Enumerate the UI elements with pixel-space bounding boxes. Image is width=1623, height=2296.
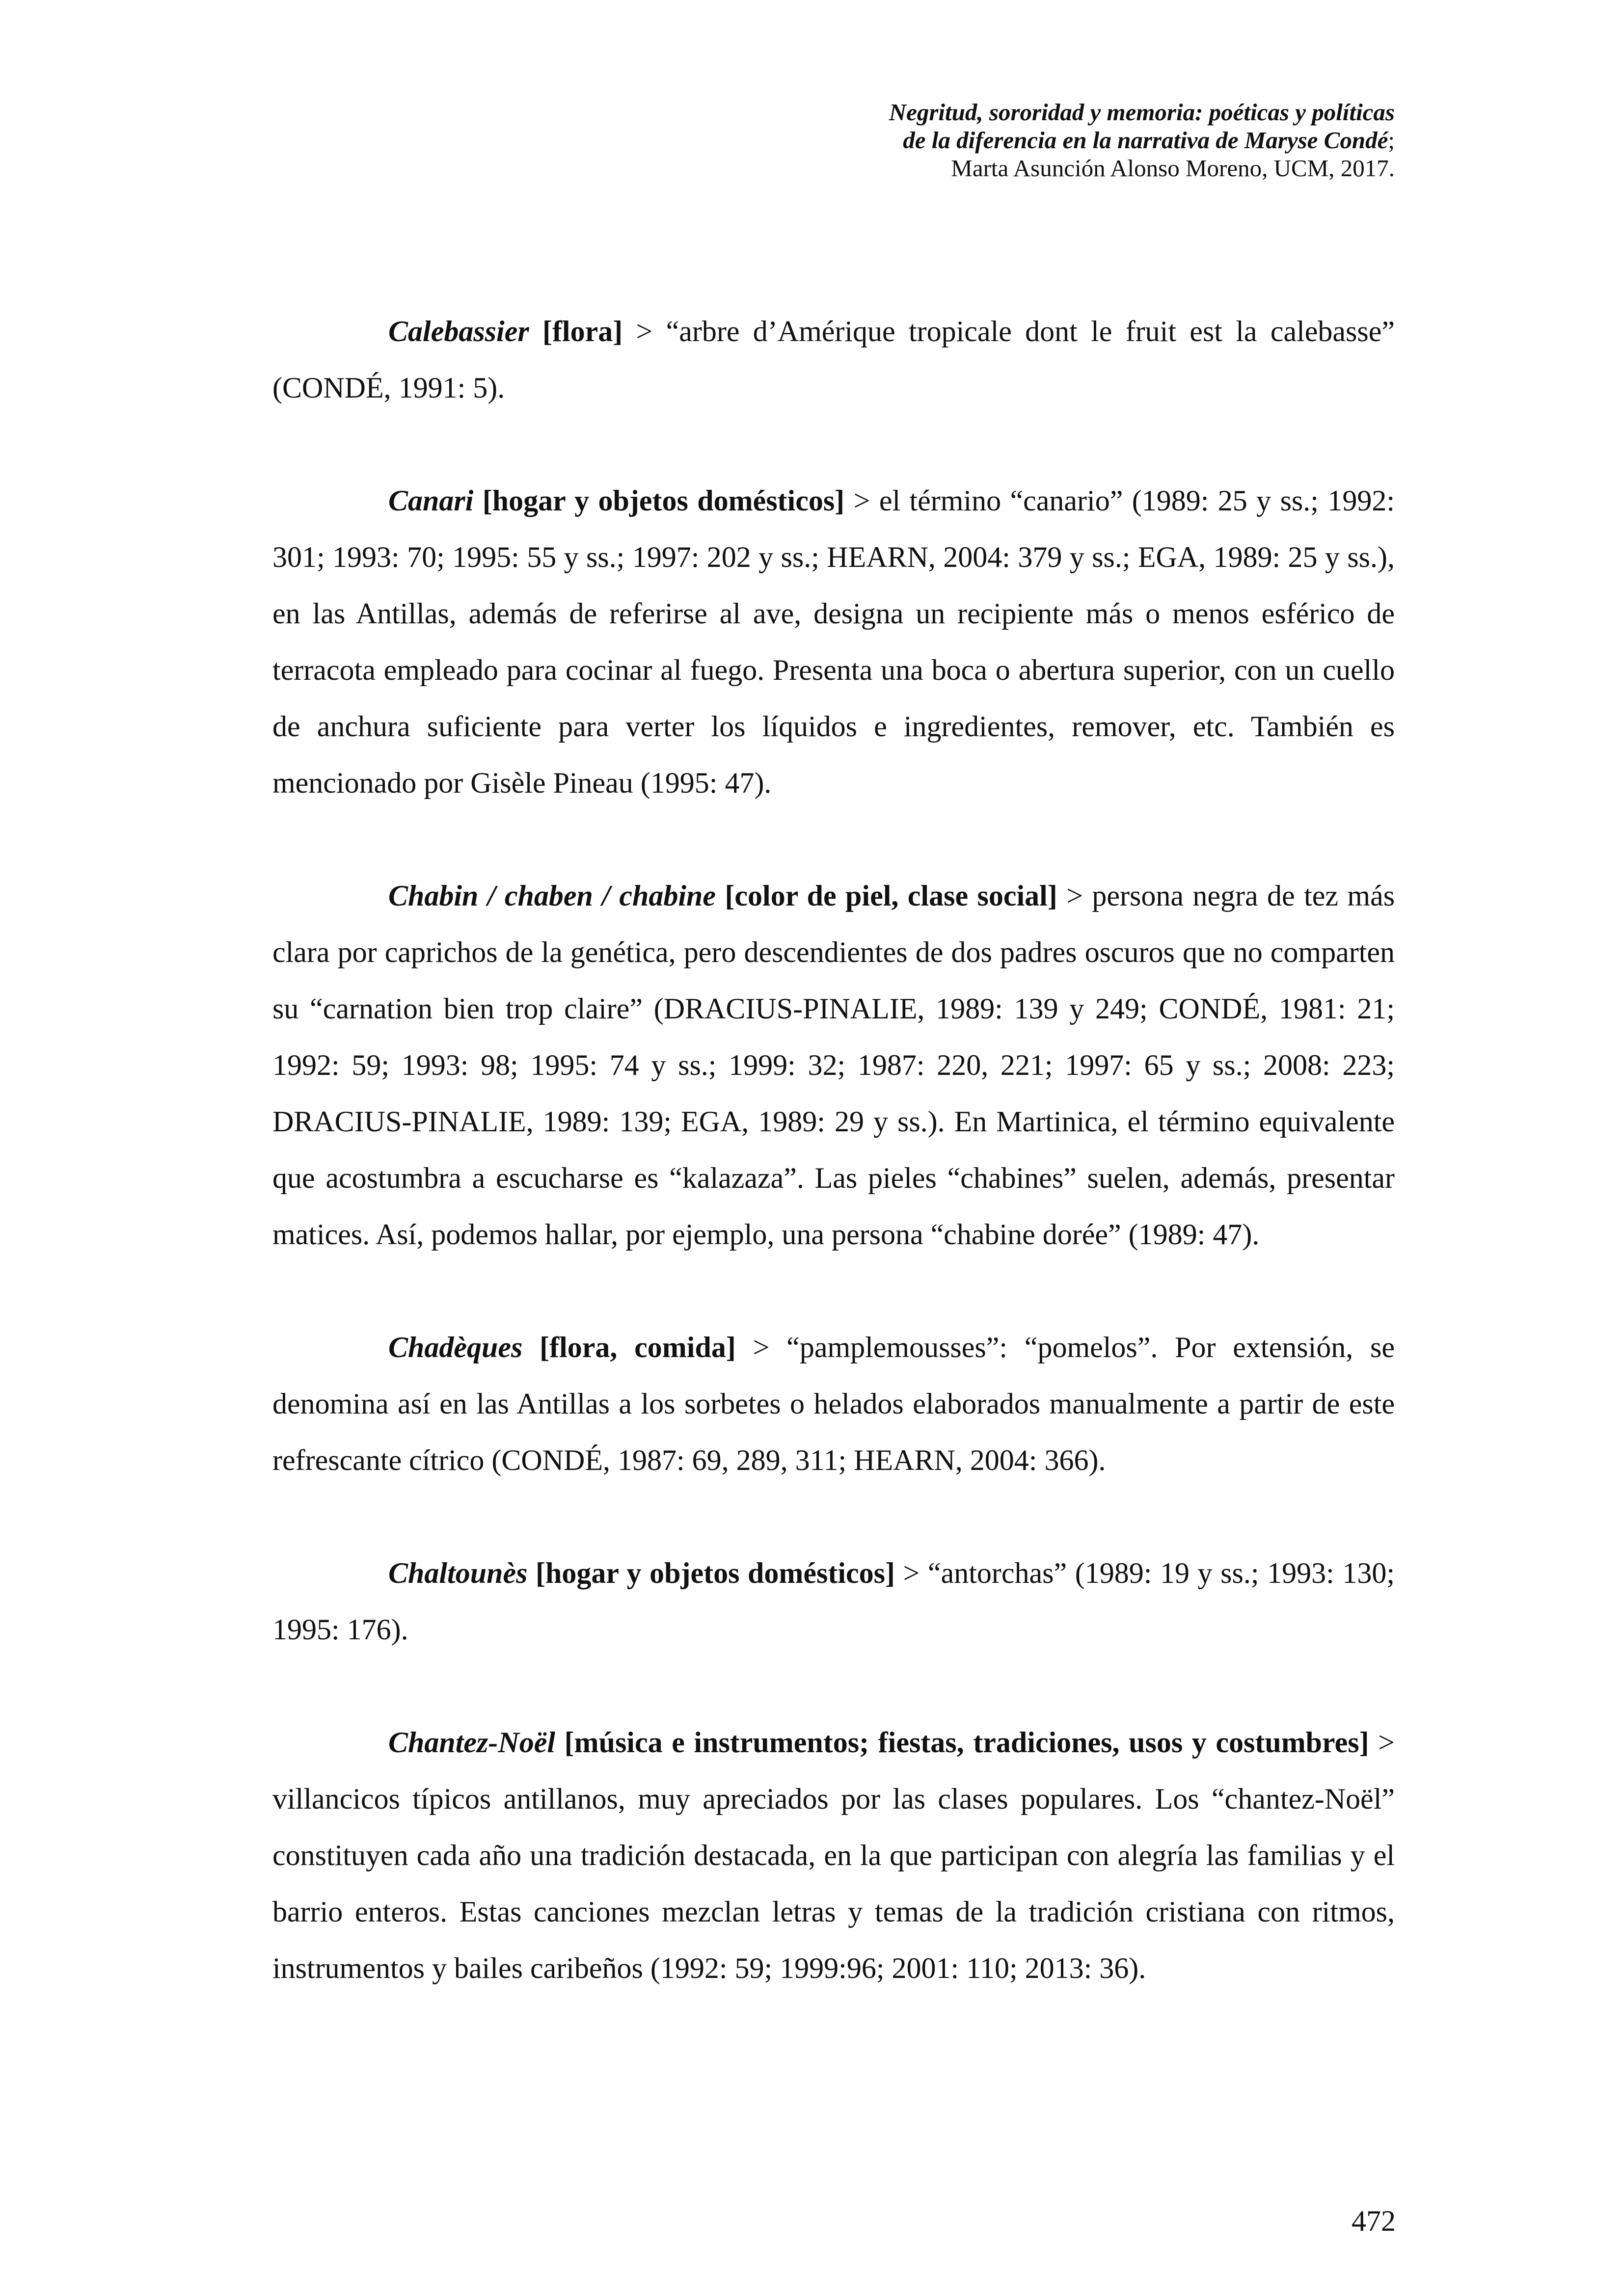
entry-term: Chantez-Noël [388,1726,556,1759]
entry-category: [flora] [542,315,623,347]
entry-text: > el término “canario” (1989: 25 y ss.; 1992: 301; 1993: 70; 1995: 55 y ss.; 1997: 202 y ss.; HEARN, 2004: 379 y ss.; EGA, 1989: 25 y ss.), en las Antillas, además de referirse al ave, designa un recipiente más o menos esférico de terracota empleado para cocinar al fuego. Presenta una boca o abertura superior, con un cuello de anchura suficiente para verter los líquidos e ingredientes, remover, etc. También es mencionado por Gisèle Pineau (1995: 47). [272,484,1395,799]
entry-term: Chabin / chaben / chabine [388,880,716,912]
glossary-entry [272,1319,1395,1489]
entry-category: [música e instrumentos; fiestas, tradiciones, usos y costumbres] [564,1726,1369,1759]
glossary-entry [272,303,1395,416]
entry-text: > persona negra de tez más clara por caprichos de la genética, pero descendientes de dos padres oscuros que no comparten su “carnation bien trop claire” (DRACIUS-PINALIE, 1989: 139 y 249; CONDÉ, 1981: 21; 1992: 59; 1993: 98; 1995: 74 y ss.; 1999: 32; 1987: 220, 221; 1997: 65 y ss.; 2008: 223; DRACIUS-PINALIE, 1989: 139; EGA, 1989: 29 y ss.). En Martinica, el término equivalente que acostumbra a escucharse es “kalazaza”. Las pieles “chabines” suelen, además, presentar matices. Así, podemos hallar, por ejemplo, una persona “chabine dorée” (1989: 47). [272,880,1395,1251]
header-title-line-2 [609,126,1395,154]
entry-text: > “arbre d’Amérique tropicale dont le fruit est la calebasse” (CONDÉ, 1991: 5). [272,315,1395,404]
header-title-line-1: Negritud, sororidad y memoria: poéticas y políticas [889,99,1395,126]
entry-term: Canari [388,484,474,517]
entry-term: Chadèques [388,1331,523,1363]
glossary-entry [272,473,1395,811]
header-title-line-2-suffix: ; [1388,127,1395,154]
entry-text: > villancicos típicos antillanos, muy apreciados por las clases populares. Los “chantez-Noël” constituyen cada año una tradición destacada, en la que participan con alegría las familias y el barrio enteros. Estas canciones mezclan letras y temas de la tradición cristiana con ritmos, instrumentos y bailes caribeños (1992: 59; 1999:96; 2001: 110; 2013: 36). [272,1726,1395,1984]
entry-category: [hogar y objetos domésticos] [482,484,845,517]
entry-category: [hogar y objetos domésticos] [536,1557,895,1589]
entry-text: > “antorchas” (1989: 19 y ss.; 1993: 130; 1995: 176). [272,1557,1395,1646]
header-title-line-2-text: de la diferencia en la narrativa de Maryse Condé [903,127,1388,154]
running-header [609,98,1395,182]
entry-text: > “pamplemousses”: “pomelos”. Por extensión, se denomina así en las Antillas a los sorbetes o helados elaborados manualmente a partir de este refrescante cítrico (CONDÉ, 1987: 69, 289, 311; HEARN, 2004: 366). [272,1331,1395,1476]
entry-category: [color de piel, clase social] [725,880,1057,912]
glossary-entry [272,868,1395,1263]
entry-category: [flora, comida] [540,1331,736,1363]
glossary-entry [272,1714,1395,1997]
glossary-entry [272,1545,1395,1658]
glossary-body [272,303,1395,1997]
entry-term: Chaltounès [388,1557,528,1589]
header-author-line: Marta Asunción Alonso Moreno, UCM, 2017. [951,155,1395,182]
page-number: 472 [1352,2205,1396,2237]
entry-term: Calebassier [388,315,529,347]
